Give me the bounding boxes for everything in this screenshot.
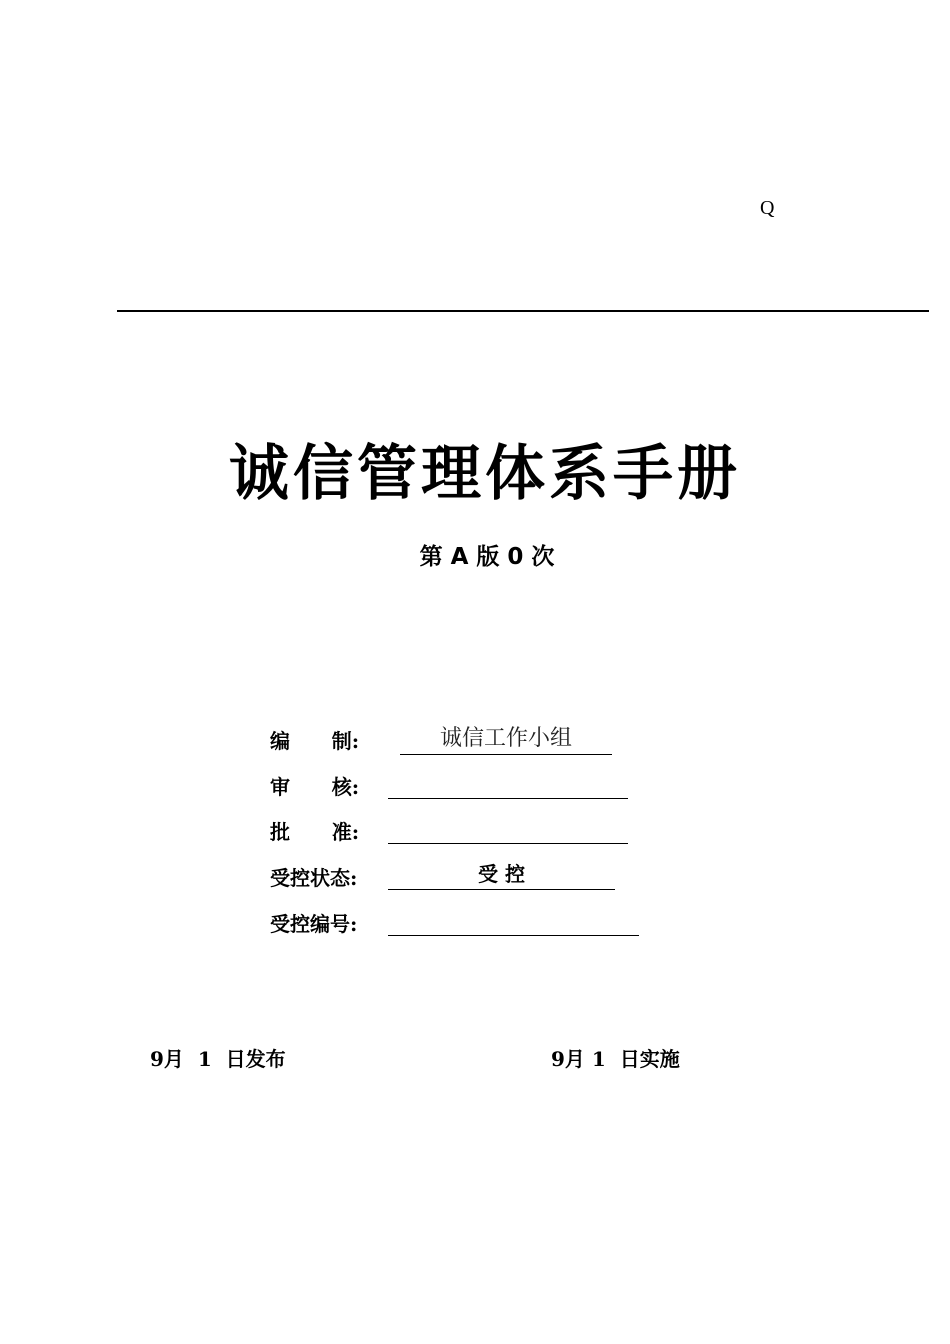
field-value bbox=[388, 905, 639, 936]
field-label: 受控状态: bbox=[270, 866, 358, 890]
field-label: 受控编号: bbox=[270, 912, 358, 936]
header-rule bbox=[117, 310, 929, 312]
field-value bbox=[388, 768, 628, 799]
field-value: 诚信工作小组 bbox=[400, 724, 612, 755]
field-approver bbox=[270, 813, 359, 847]
document-code-mark: Q bbox=[760, 197, 775, 219]
field-label: 批 准: bbox=[270, 820, 360, 844]
document-title: 诚信管理体系手册 bbox=[229, 439, 741, 509]
field-reviewer bbox=[270, 768, 359, 802]
field-control-status bbox=[270, 859, 525, 893]
field-value bbox=[388, 813, 628, 844]
release-date: 9月 1 日发布 bbox=[150, 1047, 286, 1071]
field-value: 受 控 bbox=[388, 859, 615, 890]
field-control-number bbox=[270, 905, 357, 939]
field-label: 审 核: bbox=[270, 775, 360, 799]
field-compiler bbox=[270, 722, 572, 756]
field-label: 编 制: bbox=[270, 729, 360, 753]
edition-label: 第 A 版 0 次 bbox=[419, 544, 555, 570]
effective-date: 9月 1 日实施 bbox=[551, 1047, 680, 1071]
